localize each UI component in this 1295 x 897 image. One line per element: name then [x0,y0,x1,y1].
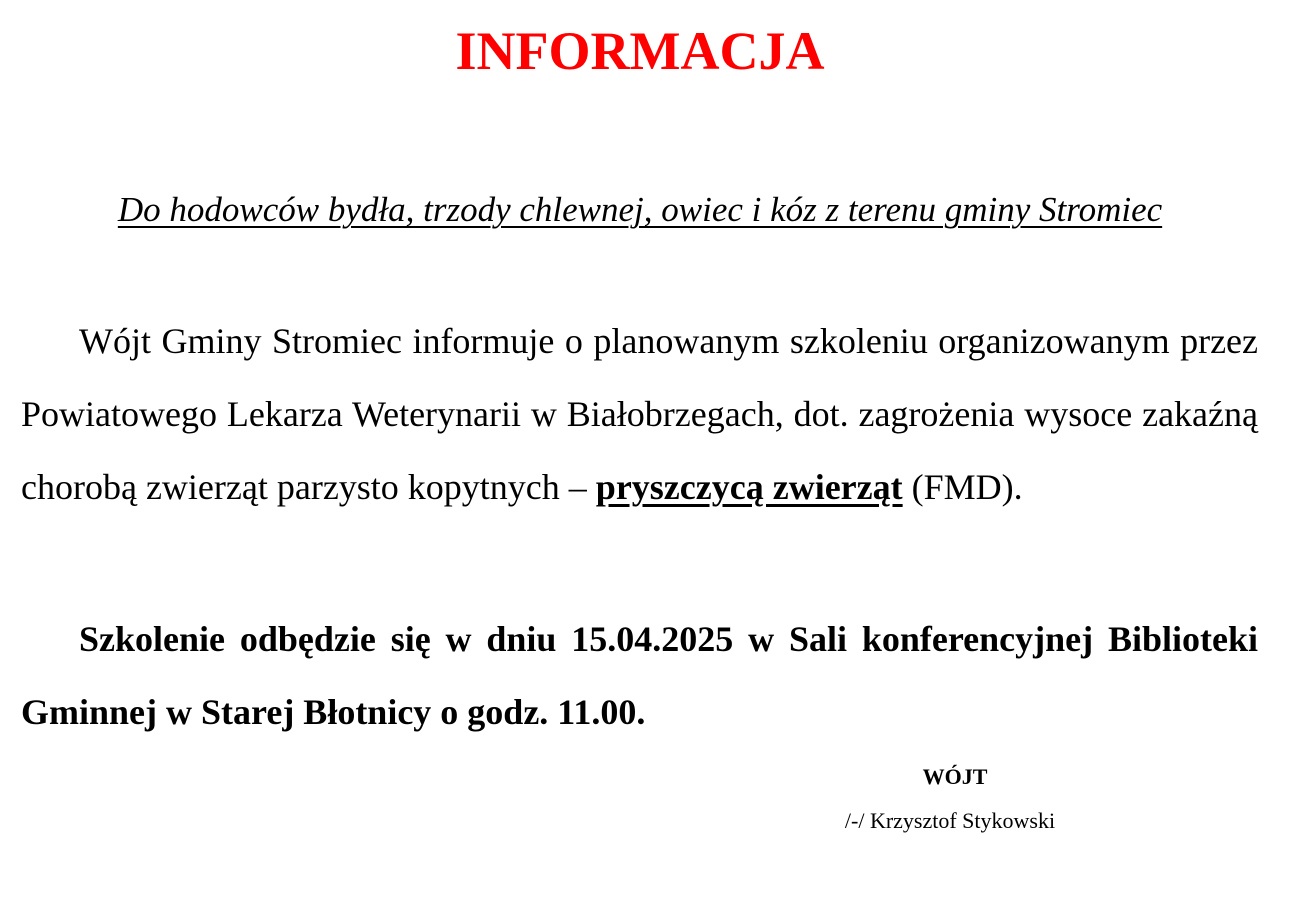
signature-name: /-/ Krzysztof Stykowski [844,808,1056,833]
disease-emphasis: pryszczycą zwierząt [595,467,903,507]
training-date-paragraph [21,603,1258,749]
paragraph-text-after: (FMD). [902,467,1023,507]
training-date-text: Szkolenie odbędzie się w dniu 15.04.2025 w Sali konferencyjnej Biblioteki Gminnej w Starej Błotnicy o godz. 11.00. [21,619,1258,732]
document-title: INFORMACJA [455,21,825,81]
announcement-paragraph [21,305,1258,524]
subtitle-text: Do hodowców bydła, trzody chlewnej, owiec i kóz z terenu gminy Stromiec [117,190,1163,229]
paragraph-text-before: Wójt Gminy Stromiec informuje o planowanym szkoleniu organizowanym przez Powiatowego Lekarza Weterynarii w Białobrzegach, dot. zagrożenia wysoce zakaźną chorobą zwierząt parzysto kopytnych – [21,321,1258,507]
signature-title: WÓJT [922,764,988,789]
document-subtitle [0,186,1280,234]
